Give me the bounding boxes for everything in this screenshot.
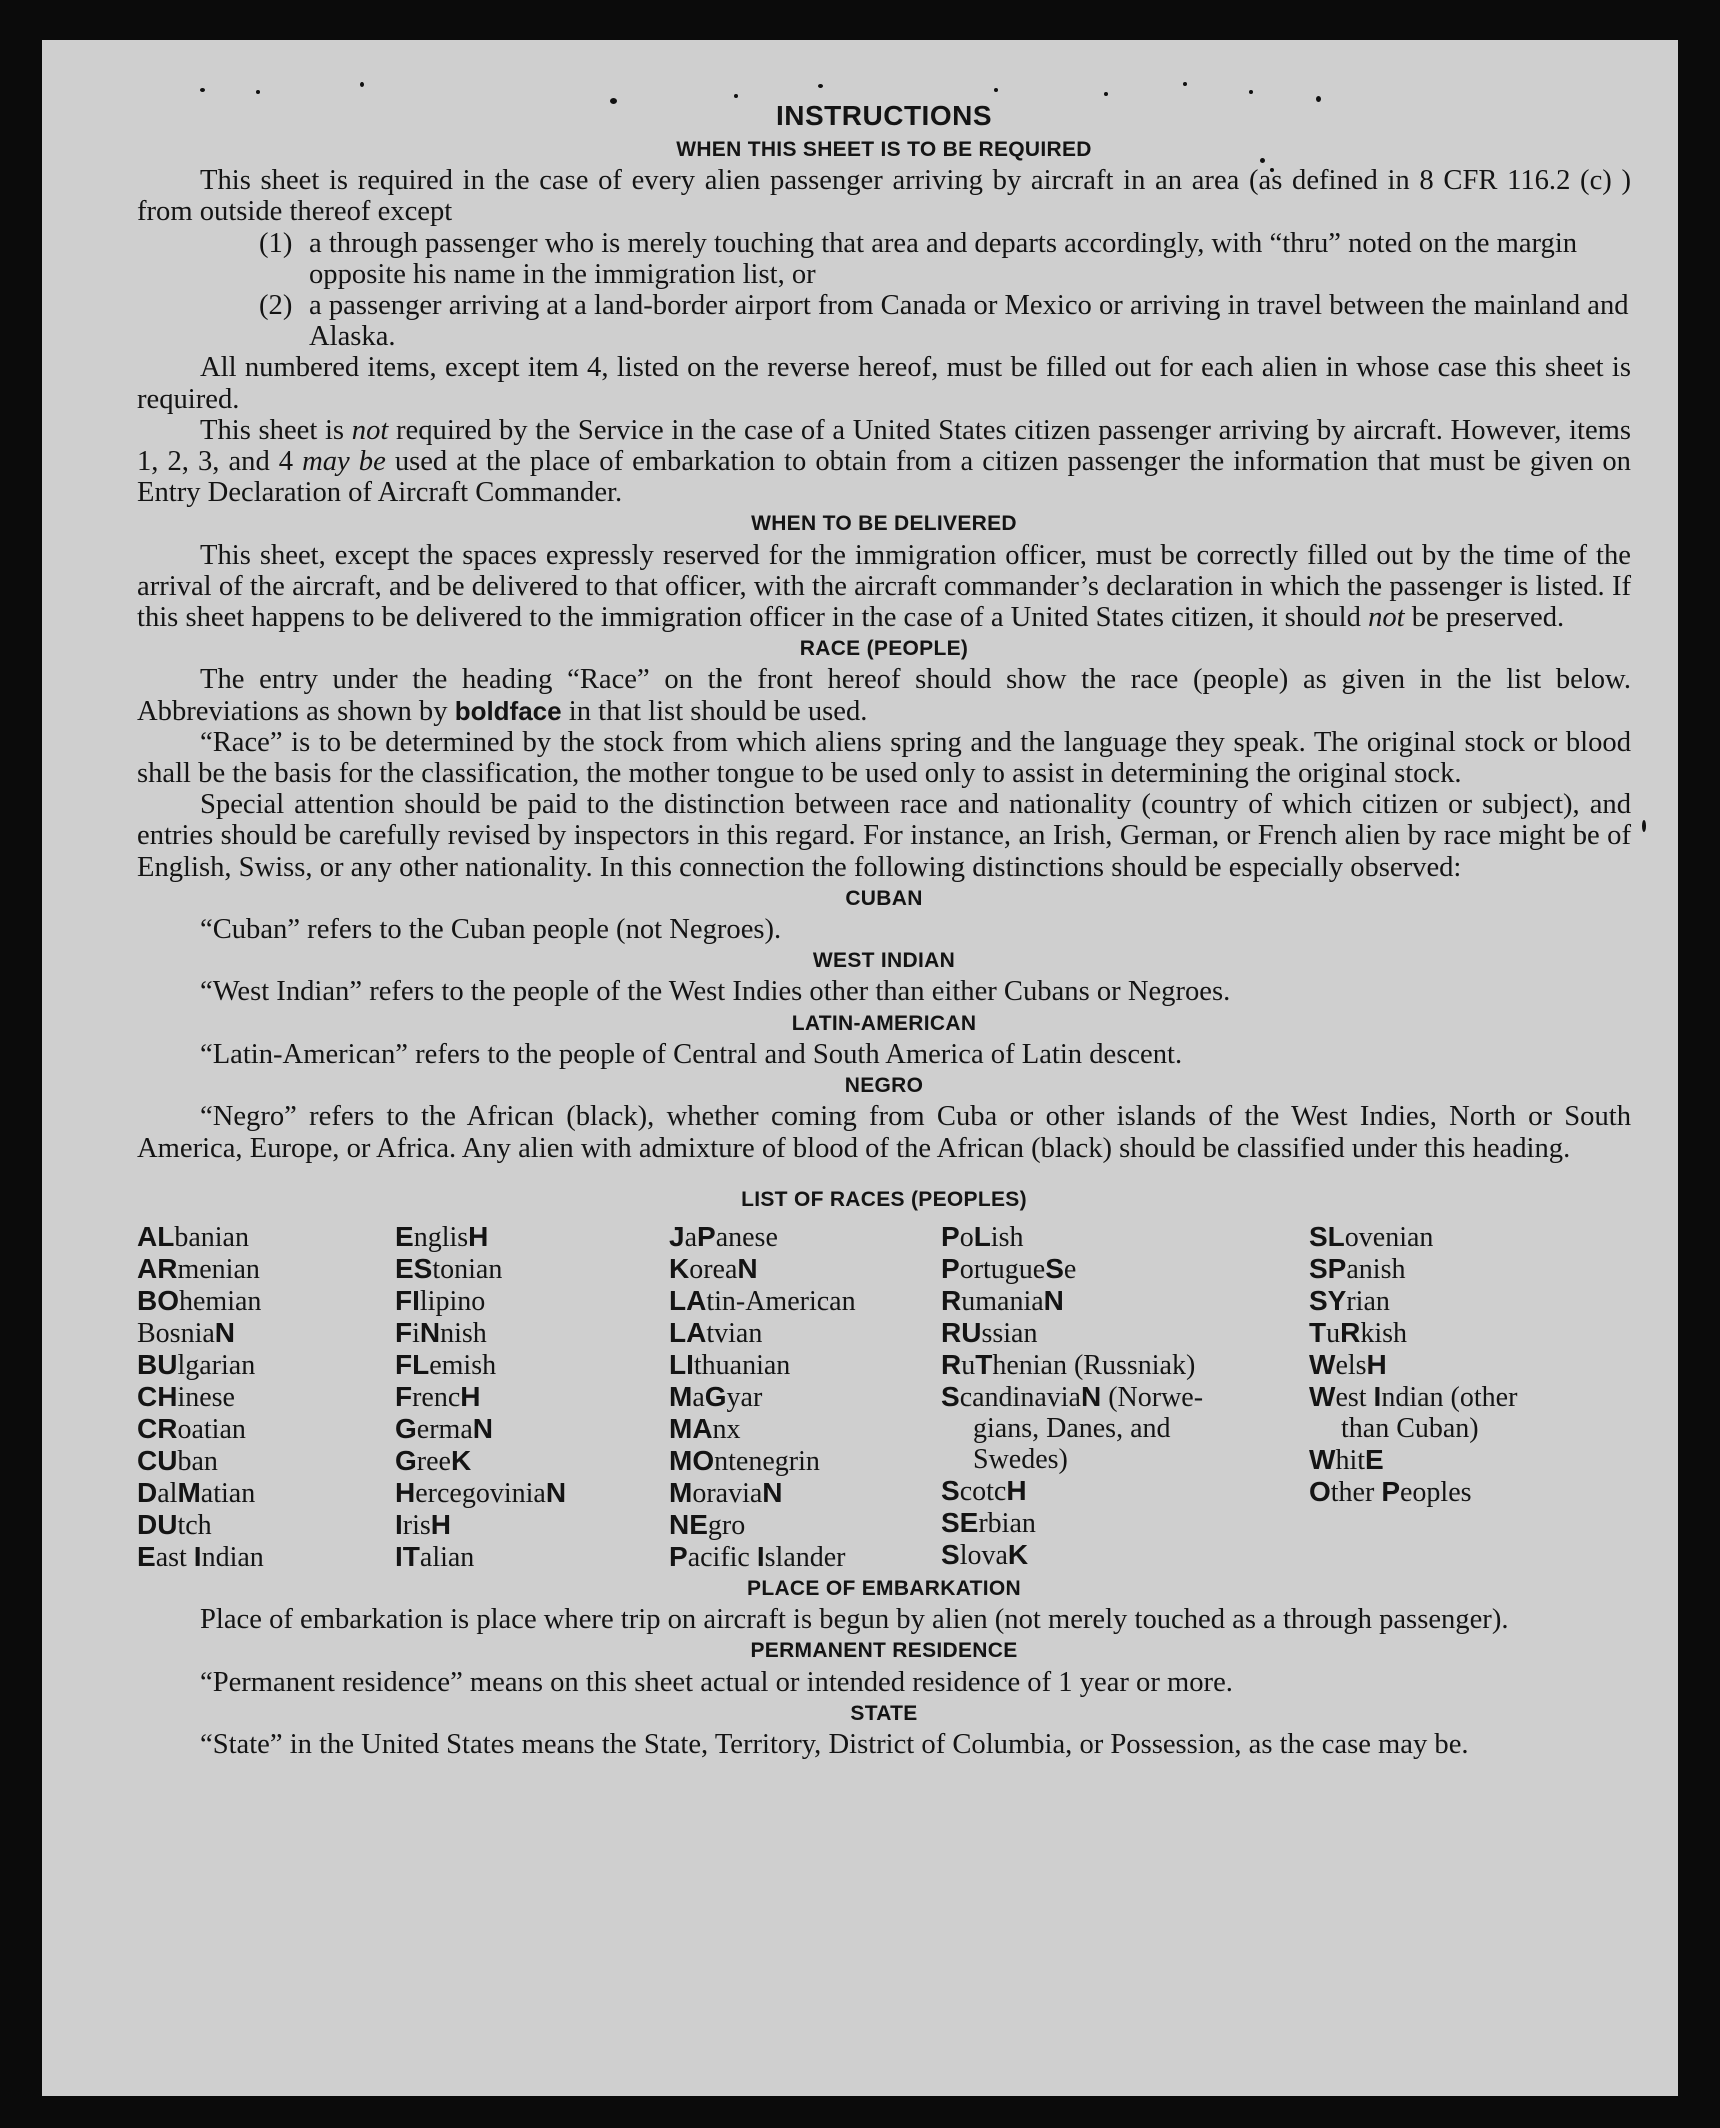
- heading-when-delivered: WHEN TO BE DELIVERED: [751, 512, 1017, 536]
- race-text: ndian (other: [1381, 1381, 1518, 1413]
- race-abbreviation: T: [975, 1348, 993, 1380]
- heading-permanent-residence: PERMANENT RESIDENCE: [750, 1639, 1018, 1663]
- instructions-content: [137, 98, 1631, 1760]
- race-abbreviation: D: [137, 1476, 158, 1508]
- race-text: ntenegrin: [714, 1445, 820, 1477]
- race-text: e: [1063, 1253, 1077, 1285]
- race-entry: [941, 1381, 1309, 1413]
- race-abbreviation: H: [1366, 1348, 1387, 1380]
- race-abbreviation: LA: [669, 1316, 707, 1348]
- race-entry: [669, 1509, 941, 1541]
- race-abbreviation: W: [1309, 1443, 1336, 1475]
- race-entry: [137, 1445, 395, 1477]
- race-abbreviation: P: [941, 1252, 960, 1284]
- exception-item-2: [137, 290, 1631, 352]
- races-column: [395, 1221, 669, 1573]
- race-text: ree: [416, 1445, 451, 1477]
- race-text: ercegovinia: [415, 1477, 546, 1509]
- race-abbreviation: L: [973, 1220, 991, 1252]
- race-text: kish: [1360, 1317, 1408, 1349]
- races-column: [941, 1221, 1309, 1573]
- race-text: a: [692, 1381, 705, 1413]
- race-entry: [137, 1541, 395, 1573]
- heading-when-required: WHEN THIS SHEET IS TO BE REQUIRED: [676, 138, 1092, 161]
- heading-west-indian: WEST INDIAN: [812, 949, 956, 973]
- race-abbreviation: M: [669, 1380, 693, 1412]
- race-text: Bosnia: [137, 1317, 215, 1349]
- cuban-paragraph: “Cuban” refers to the Cuban people (not Negroes).: [200, 914, 782, 946]
- race-p1-boldface: boldface: [454, 695, 562, 726]
- heading-cuban: CUBAN: [845, 886, 923, 910]
- race-entry: [1309, 1476, 1631, 1508]
- race-entry: [1309, 1349, 1631, 1381]
- race-abbreviation: FL: [395, 1348, 430, 1380]
- delivered-paragraph: [137, 540, 1631, 634]
- race-abbreviation: R: [941, 1348, 962, 1380]
- race-abbreviation: K: [450, 1444, 472, 1476]
- latin-american-paragraph: “Latin-American” refers to the people of Central and South America of Latin descent.: [200, 1038, 1183, 1070]
- exception-item-2-text: a passenger arriving at a land-border airport from Canada or Mexico or arriving in travel between the mainland and Alaska.: [309, 290, 1629, 353]
- race-abbreviation: N: [214, 1316, 236, 1348]
- race-text: cotc: [959, 1475, 1007, 1507]
- race-abbreviation: ES: [395, 1252, 433, 1284]
- race-entry: [395, 1317, 669, 1349]
- race-entry: [669, 1413, 941, 1445]
- race-abbreviation: H: [395, 1476, 416, 1508]
- race-text: nglis: [413, 1221, 469, 1253]
- race-entry: [669, 1253, 941, 1285]
- race-text: ovenian: [1344, 1221, 1434, 1253]
- race-abbreviation: T: [1309, 1316, 1327, 1348]
- race-abbreviation: H: [460, 1380, 481, 1412]
- race-entry: [669, 1541, 941, 1573]
- race-entry: [1309, 1381, 1631, 1413]
- race-entry: [395, 1253, 669, 1285]
- race-text: o: [959, 1221, 974, 1253]
- residence-paragraph: “Permanent residence” means on this sheet actual or intended residence of 1 year or more.: [200, 1666, 1233, 1698]
- race-entry: [1309, 1285, 1631, 1317]
- race-abbreviation: P: [1381, 1475, 1400, 1507]
- race-abbreviation: W: [1309, 1380, 1336, 1412]
- race-abbreviation: I: [1373, 1380, 1382, 1412]
- race-text: hit: [1335, 1444, 1365, 1476]
- delivered-text-a: This sheet, except the spaces expressly reserved for the immigration officer, must be correctly filled out by the time of the arrival of the aircraft, and be delivered to that officer, with the aircraft commander’s declaration in which the passenger is listed. If this sheet happens to be delivered to the immigration officer in the case of a United States citizen, it should: [137, 539, 1631, 634]
- delivered-text-b: be preserved.: [1404, 602, 1565, 634]
- race-text: acific: [687, 1541, 757, 1573]
- race-p1-text-a: The entry under the heading “Race” on the front hereof should show the race (people) as given in the list below. Abbreviations as shown by: [137, 664, 1631, 727]
- exception-item-1: [137, 228, 1631, 290]
- race-text: a: [684, 1221, 698, 1253]
- race-text: tvian: [706, 1317, 763, 1349]
- race-entry: [1309, 1221, 1631, 1253]
- race-entry: [1309, 1444, 1631, 1476]
- race-abbreviation: N: [419, 1316, 441, 1348]
- race-abbreviation: N: [545, 1476, 567, 1508]
- race-text: lipino: [419, 1285, 486, 1317]
- race-paragraph-1: [137, 664, 1631, 726]
- race-entry: [395, 1349, 669, 1381]
- numbered-items-paragraph: All numbered items, except item 4, listed on the reverse hereof, must be filled out for each alien in whose case this sheet is required.: [137, 352, 1631, 415]
- race-abbreviation: AR: [137, 1252, 178, 1284]
- race-entry: [941, 1507, 1309, 1539]
- heading-place-of-embarkation: PLACE OF EMBARKATION: [747, 1576, 1021, 1600]
- race-text: nish: [440, 1317, 487, 1349]
- race-entry: [137, 1221, 395, 1253]
- race-entry: [395, 1541, 669, 1573]
- race-text: yar: [726, 1381, 763, 1413]
- race-entry: [669, 1477, 941, 1509]
- race-abbreviation: N: [762, 1476, 783, 1508]
- race-abbreviation: AL: [137, 1220, 175, 1252]
- race-entry: [395, 1221, 669, 1253]
- race-text: atian: [200, 1477, 256, 1509]
- race-abbreviation: CR: [137, 1412, 178, 1444]
- race-entry: [395, 1381, 669, 1413]
- race-entry: [395, 1477, 669, 1509]
- race-abbreviation: G: [395, 1412, 417, 1444]
- race-entry: [137, 1413, 395, 1445]
- delivered-text-not: not: [1368, 602, 1405, 634]
- race-p1-text-b: in that list should be used.: [561, 695, 868, 727]
- race-text: thuanian: [693, 1349, 791, 1381]
- citizen-paragraph: [137, 415, 1631, 509]
- race-abbreviation: N: [1043, 1284, 1064, 1316]
- race-entry: [395, 1445, 669, 1477]
- race-text: tonian: [432, 1253, 503, 1285]
- race-text: ther: [1330, 1476, 1382, 1508]
- race-text: erma: [416, 1413, 473, 1445]
- race-entry: [669, 1381, 941, 1413]
- race-entry: [669, 1317, 941, 1349]
- races-column: [1309, 1221, 1631, 1573]
- races-column: [137, 1221, 395, 1573]
- races-list: [137, 1221, 1631, 1573]
- race-abbreviation: M: [177, 1476, 201, 1508]
- race-abbreviation: SY: [1309, 1284, 1347, 1316]
- race-entry: [669, 1285, 941, 1317]
- race-text: anese: [715, 1221, 778, 1253]
- race-entry: [137, 1477, 395, 1509]
- race-abbreviation: P: [941, 1220, 960, 1252]
- race-abbreviation: S: [941, 1474, 960, 1506]
- race-entry: [395, 1509, 669, 1541]
- race-text: gro: [707, 1509, 746, 1541]
- race-abbreviation: J: [669, 1220, 685, 1252]
- race-text: i: [412, 1317, 420, 1349]
- citizen-text-c: used at the place of embarkation to obtain from a citizen passenger the information that must be given on Entry Declaration of Aircraft Commander.: [137, 446, 1631, 509]
- embarkation-paragraph: Place of embarkation is place where trip on aircraft is begun by alien (not merely touched as a through passenger).: [200, 1604, 1509, 1636]
- race-abbreviation: G: [395, 1444, 417, 1476]
- race-abbreviation: H: [430, 1508, 452, 1540]
- race-text: rian: [1346, 1285, 1390, 1317]
- race-paragraph-3: Special attention should be paid to the distinction between race and nationality (country of which citizen or subject), and entries should be carefully revised by inspectors in this regard. For instance, an Irish, German, or French alien by race might be of English, Swiss, or any other nationality. In this connection the following distinctions should be especially observed:: [137, 789, 1631, 883]
- citizen-text-not: not: [351, 414, 389, 446]
- race-text: (Norwe-: [1101, 1381, 1204, 1413]
- race-text: ast: [155, 1541, 194, 1573]
- race-entry: [941, 1221, 1309, 1253]
- race-abbreviation: LI: [669, 1348, 694, 1380]
- race-abbreviation: N: [1080, 1380, 1102, 1412]
- heading-state: STATE: [850, 1701, 918, 1725]
- race-entry: [395, 1285, 669, 1317]
- race-abbreviation: BO: [137, 1284, 179, 1316]
- race-entry: [941, 1253, 1309, 1285]
- race-text: hemian: [179, 1285, 262, 1317]
- race-abbreviation: E: [1365, 1443, 1384, 1475]
- race-abbreviation: NE: [669, 1508, 708, 1540]
- race-text: lgarian: [177, 1349, 256, 1381]
- state-paragraph: “State” in the United States means the State, Territory, District of Columbia, or Possession, as the case may be.: [200, 1728, 1469, 1760]
- race-abbreviation: G: [704, 1380, 727, 1412]
- race-entry: [137, 1509, 395, 1541]
- race-text: candinavia: [959, 1381, 1081, 1413]
- race-entry: [941, 1285, 1309, 1317]
- race-text: nx: [712, 1413, 741, 1445]
- heading-race: RACE (PEOPLE): [799, 637, 969, 661]
- race-text: ish: [990, 1221, 1024, 1253]
- race-entry: [941, 1475, 1309, 1507]
- race-entry: [137, 1285, 395, 1317]
- race-abbreviation: M: [669, 1476, 693, 1508]
- page-title: INSTRUCTIONS: [776, 100, 992, 131]
- race-abbreviation: IT: [395, 1540, 420, 1572]
- citizen-text-b: required by the Service in the case of a United States citizen passenger arriving by aircraft. However, items 1, 2, 3, and 4: [137, 414, 1632, 478]
- exception-item-2-number: (2): [259, 290, 293, 322]
- race-abbreviation: S: [1045, 1252, 1064, 1284]
- race-abbreviation: FI: [395, 1284, 420, 1316]
- race-entry: [941, 1539, 1309, 1571]
- race-abbreviation: N: [472, 1412, 493, 1444]
- race-abbreviation: CH: [137, 1380, 178, 1412]
- exception-item-1-text: a through passenger who is merely touching that area and departs accordingly, with “thru” noted on the margin opposite his name in the immigration list, or: [309, 227, 1578, 290]
- race-entry: [137, 1381, 395, 1413]
- race-text: tch: [177, 1509, 212, 1541]
- race-entry: [941, 1349, 1309, 1381]
- race-text: ban: [177, 1445, 218, 1477]
- race-abbreviation: K: [1007, 1538, 1029, 1570]
- citizen-text-a: This sheet is: [200, 414, 352, 446]
- race-text: oravia: [692, 1477, 763, 1509]
- race-abbreviation: I: [193, 1540, 202, 1572]
- race-entry: [1309, 1317, 1631, 1349]
- race-text: orea: [689, 1253, 738, 1285]
- race-text: tin-American: [706, 1285, 856, 1317]
- document-sheet: [42, 40, 1678, 2096]
- west-indian-paragraph: “West Indian” refers to the people of the West Indies other than either Cubans or Negroes.: [200, 976, 1231, 1008]
- race-entry: [941, 1317, 1309, 1349]
- race-entry: [1309, 1253, 1631, 1285]
- race-entry: [395, 1413, 669, 1445]
- race-text: emish: [429, 1349, 497, 1381]
- race-abbreviation: E: [137, 1540, 156, 1572]
- race-text: al: [157, 1477, 178, 1509]
- race-text: est: [1335, 1381, 1374, 1413]
- exception-item-1-number: (1): [259, 227, 293, 259]
- race-text: eoples: [1400, 1476, 1472, 1508]
- race-text: u: [961, 1349, 976, 1381]
- race-entry: gians, Danes, and: [973, 1412, 1171, 1444]
- race-text: ortugue: [959, 1253, 1046, 1285]
- race-abbreviation: I: [395, 1508, 403, 1540]
- race-abbreviation: CU: [137, 1444, 178, 1476]
- race-text: slander: [764, 1541, 846, 1573]
- race-abbreviation: SP: [1309, 1252, 1347, 1284]
- race-abbreviation: F: [395, 1380, 413, 1412]
- race-text: umania: [961, 1285, 1044, 1317]
- heading-latin-american: LATIN-AMERICAN: [791, 1011, 977, 1035]
- race-abbreviation: MA: [669, 1412, 713, 1444]
- race-text: ndian: [201, 1541, 264, 1573]
- race-text: henian (Russniak): [992, 1349, 1196, 1381]
- required-intro: This sheet is required in the case of every alien passenger arriving by aircraft in an area (as defined in 8 CFR 116.2 (c) ) from outside thereof except: [137, 165, 1631, 228]
- race-entry: Swedes): [973, 1443, 1068, 1475]
- race-abbreviation: K: [669, 1252, 690, 1284]
- race-entry: than Cuban): [1341, 1412, 1479, 1444]
- heading-list-of-races: LIST OF RACES (PEOPLES): [741, 1187, 1027, 1211]
- race-entry: [137, 1253, 395, 1285]
- race-text: oatian: [177, 1413, 246, 1445]
- race-paragraph-2: “Race” is to be determined by the stock from which aliens spring and the language they speak. The original stock or blood shall be the basis for the classification, the mother tongue to be used only to assist in determining the original stock.: [137, 726, 1631, 790]
- race-text: els: [1335, 1349, 1367, 1381]
- race-entry: [669, 1349, 941, 1381]
- race-text: alian: [419, 1541, 475, 1573]
- race-abbreviation: MO: [669, 1444, 715, 1476]
- race-text: menian: [177, 1253, 260, 1285]
- race-text: renc: [412, 1381, 461, 1413]
- race-abbreviation: H: [468, 1220, 489, 1252]
- race-abbreviation: O: [1309, 1475, 1331, 1507]
- race-text: ssian: [981, 1317, 1038, 1349]
- race-abbreviation: SE: [941, 1506, 979, 1538]
- race-abbreviation: S: [941, 1380, 960, 1412]
- race-abbreviation: R: [941, 1284, 962, 1316]
- heading-negro: NEGRO: [844, 1074, 924, 1098]
- race-abbreviation: S: [941, 1538, 960, 1570]
- race-text: u: [1326, 1317, 1341, 1349]
- race-entry: [137, 1349, 395, 1381]
- race-abbreviation: LA: [669, 1284, 707, 1316]
- race-abbreviation: P: [697, 1220, 716, 1252]
- race-abbreviation: W: [1309, 1348, 1336, 1380]
- race-abbreviation: RU: [941, 1316, 982, 1348]
- race-text: banian: [174, 1221, 249, 1253]
- race-abbreviation: N: [737, 1252, 758, 1284]
- race-entry: [669, 1221, 941, 1253]
- race-entry: [137, 1317, 395, 1349]
- race-abbreviation: I: [756, 1540, 765, 1572]
- race-text: anish: [1346, 1253, 1406, 1285]
- negro-paragraph: “Negro” refers to the African (black), whether coming from Cuba or other islands of the West Indies, North or South America, Europe, or Africa. Any alien with admixture of blood of the African (black) should be classified under this heading.: [137, 1101, 1631, 1164]
- race-abbreviation: BU: [137, 1348, 178, 1380]
- races-column: [669, 1221, 941, 1573]
- race-entry: [669, 1445, 941, 1477]
- race-text: rbian: [978, 1507, 1036, 1539]
- race-abbreviation: R: [1340, 1316, 1361, 1348]
- race-abbreviation: SL: [1309, 1220, 1345, 1252]
- race-abbreviation: E: [395, 1220, 414, 1252]
- race-abbreviation: F: [395, 1316, 413, 1348]
- race-text: inese: [177, 1381, 235, 1413]
- race-text: lova: [959, 1539, 1008, 1571]
- race-abbreviation: H: [1006, 1474, 1027, 1506]
- race-abbreviation: DU: [137, 1508, 178, 1540]
- citizen-text-may: may be: [302, 446, 386, 478]
- race-abbreviation: P: [669, 1540, 688, 1572]
- race-text: ris: [402, 1509, 431, 1541]
